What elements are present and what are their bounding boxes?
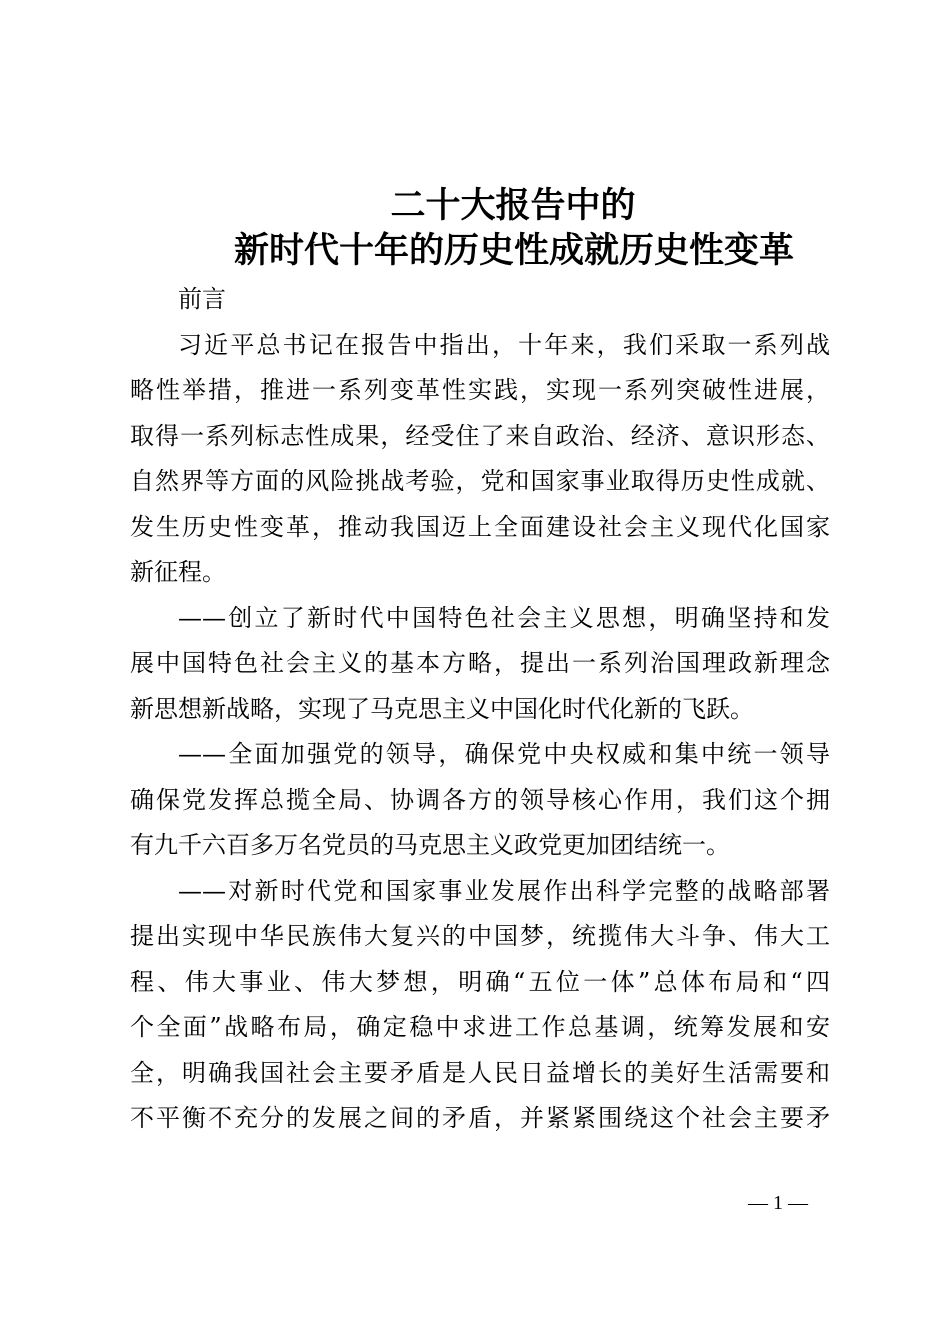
text-line: 确保党发挥总揽全局、协调各方的领导核心作用，我们这个拥 — [130, 785, 830, 814]
text-line: 展中国特色社会主义的基本方略，提出一系列治国理政新理念 — [130, 649, 830, 677]
text-line: 不平衡不充分的发展之间的矛盾，并紧紧围绕这个社会主要矛 — [130, 1104, 830, 1132]
text-line: 全，明确我国社会主要矛盾是人民日益增长的美好生活需要和 — [130, 1058, 830, 1087]
text-line: ——对新时代党和国家事业发展作出科学完整的战略部署 — [178, 876, 830, 905]
text-line: 取得一系列标志性成果，经受住了来自政治、经济、意识形态、 — [130, 421, 830, 450]
text-line: 习近平总书记在报告中指出，十年来，我们采取一系列战 — [178, 330, 830, 359]
text-line: 新思想新战略，实现了马克思主义中国化时代化新的飞跃。 — [130, 694, 754, 723]
document-title-line-1: 二十大报告中的 — [390, 185, 636, 226]
text-line: 有九千六百多万名党员的马克思主义政党更加团结统一。 — [130, 831, 730, 859]
text-line: 新征程。 — [130, 558, 226, 586]
page-number: — 1 — — [748, 1192, 808, 1214]
text-line: 自然界等方面的风险挑战考验，党和国家事业取得历史性成就、 — [130, 467, 830, 495]
text-line: ——创立了新时代中国特色社会主义思想，明确坚持和发 — [178, 603, 830, 632]
text-line: ——全面加强党的领导，确保党中央权威和集中统一领导 — [178, 740, 830, 768]
text-line: 个全面”战略布局，确定稳中求进工作总基调，统筹发展和安 — [130, 1013, 830, 1041]
text-line: 提出实现中华民族伟大复兴的中国梦，统揽伟大斗争、伟大工 — [130, 922, 830, 950]
text-line: 前言 — [178, 285, 226, 313]
document-title-line-2: 新时代十年的历史性成就历史性变革 — [233, 230, 794, 271]
text-line: 略性举措，推进一系列变革性实践，实现一系列突破性进展， — [130, 376, 830, 404]
text-line: 发生历史性变革，推动我国迈上全面建设社会主义现代化国家 — [130, 512, 830, 541]
text-line: 程、伟大事业、伟大梦想，明确“五位一体”总体布局和“四 — [130, 967, 830, 996]
document-body — [130, 277, 830, 1142]
